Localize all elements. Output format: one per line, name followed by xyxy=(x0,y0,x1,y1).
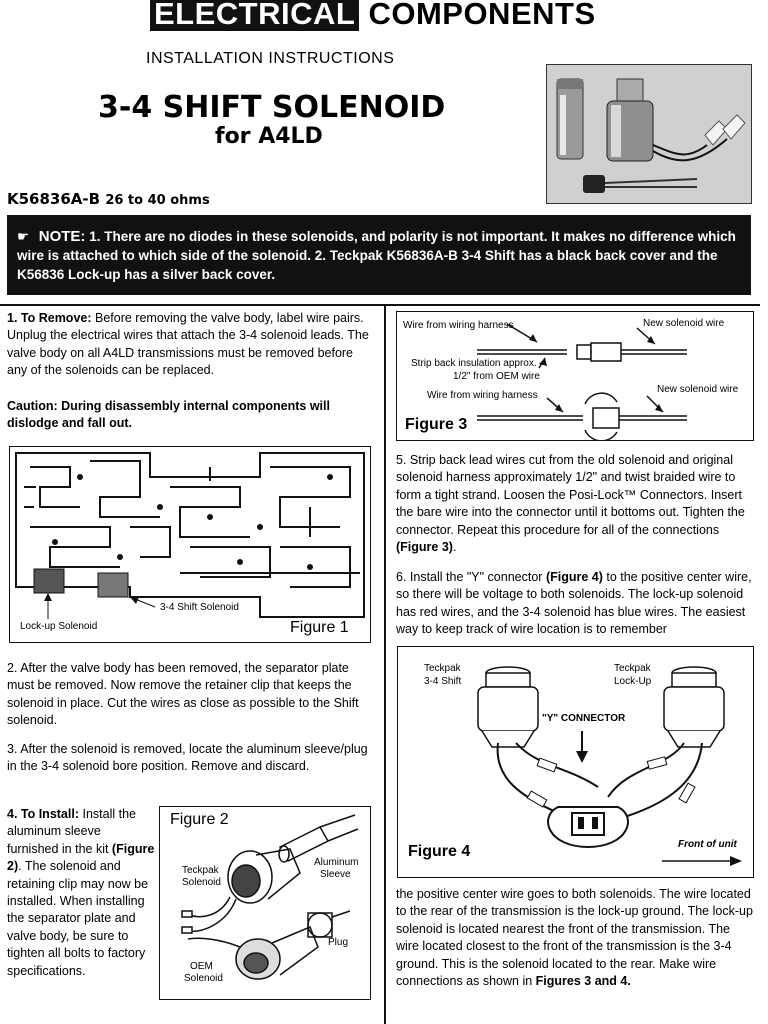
header-title-inverted: ELECTRICAL xyxy=(150,0,359,31)
figure-2-teckpak-solenoid: Solenoid xyxy=(182,877,221,888)
step-6 xyxy=(396,569,756,639)
step-1 xyxy=(7,310,369,380)
step-5-figure-ref: (Figure 3) xyxy=(396,540,453,555)
step-4-figure-ref: (Figure 2) xyxy=(7,841,155,874)
resistance-spec: 26 to 40 ohms xyxy=(105,193,210,208)
figure-4-right-lockup: Lock-Up xyxy=(614,676,652,687)
step-6-figure-ref: (Figure 4) xyxy=(545,570,603,584)
step-6-text-a: 6. Install the "Y" connector xyxy=(396,570,546,584)
figure-1 xyxy=(9,446,371,643)
product-name: 3-4 SHIFT SOLENOID xyxy=(98,90,446,125)
product-photo xyxy=(546,64,752,204)
figure-3-strip-1: Strip back insulation approx. xyxy=(411,358,537,369)
figure-4-left-teckpak: Teckpak xyxy=(424,663,461,674)
step-1-text: Before removing the valve body, label wire pairs. Unplug the electrical wires that attach the 3-4 solenoid leads. The valve body on all A4LD transmissions must be removed before any of the solenoids can be replaced. xyxy=(7,311,369,378)
figure-3-label: Figure 3 xyxy=(405,416,468,433)
step-5-text: 5. Strip back lead wires cut from the old solenoid and original solenoid harness approximately 1/2" and twist braided wire to form a tight strand. Loosen the Posi-Lock™ Connectors. Insert the bare wire into the connector until it bottoms out. Tighten the connector. Repeat this procedure for all of the connections xyxy=(396,453,745,537)
figure-1-lockup-label: Lock-up Solenoid xyxy=(20,621,98,632)
product-application: for A4LD xyxy=(215,124,323,149)
figure-2-oem-solenoid: Solenoid xyxy=(184,973,223,984)
step-6-text-b: to the positive center wire, so there will be voltage to both solenoids. The lock-up solenoid has red wires, and the 3-4 solenoid has blue wires. The easiest way to keep track of wire location is to remember xyxy=(396,570,752,637)
note-banner xyxy=(7,215,751,295)
figure-2-aluminum: Aluminum xyxy=(314,857,359,868)
figure-2-sleeve: Sleeve xyxy=(320,869,351,880)
figure-3 xyxy=(396,311,754,441)
figure-2-label: Figure 2 xyxy=(170,811,229,828)
step-6-figures-ref: Figures 3 and 4. xyxy=(535,974,631,989)
step-6-continued xyxy=(396,886,756,990)
header-title-rest: COMPONENTS xyxy=(359,0,596,31)
figure-4-label: Figure 4 xyxy=(408,843,471,860)
page-subtitle: INSTALLATION INSTRUCTIONS xyxy=(146,50,395,67)
step-5-end: . xyxy=(452,540,457,555)
figure-1-shift-label: 3-4 Shift Solenoid xyxy=(160,602,239,613)
step-4-text-b: . The solenoid and retaining clip may now be installed. When installing the separator plate and valve body, be sure to tighten all bolts to factory specifications. xyxy=(7,859,149,978)
step-6-text-c: the positive center wire goes to both solenoids. The wire located to the rear of the transmission is the lock-up ground. The lock-up solenoid is located nearest the front of the transmission. The wire located closest to the front of the transmission is the 3-4 ground. This is the solenoid located to the rear. Make wire connections as shown in xyxy=(396,887,753,989)
figure-4-left-shift: 3-4 Shift xyxy=(424,676,462,687)
pointing-hand-icon: ☛ xyxy=(17,229,30,244)
note-label: NOTE: xyxy=(38,228,86,245)
step-2: 2. After the valve body has been removed, the separator plate must be removed. Now remove the retainer clip that keeps the solenoid in place. Cut the wires as close as possible to the Shift solenoid. xyxy=(7,661,359,728)
part-number: K56836A-B xyxy=(7,190,101,208)
column-divider xyxy=(384,306,386,1024)
step-1-label: 1. To Remove: xyxy=(7,311,92,325)
section-divider xyxy=(0,304,760,306)
step-4-text-a: Install the aluminum sleeve furnished in the kit xyxy=(7,807,136,856)
figure-2-plug: Plug xyxy=(328,937,349,948)
figure-3-strip-2: 1/2" from OEM wire xyxy=(453,371,540,382)
page-header-title xyxy=(150,0,596,32)
caution-text: Caution: During disassembly internal components will dislodge and fall out. xyxy=(7,399,330,431)
step-5 xyxy=(396,452,756,556)
step-4 xyxy=(7,806,155,980)
figure-2-oem: OEM xyxy=(190,961,213,972)
figure-3-new-wire-1: New solenoid wire xyxy=(643,318,725,329)
figure-4-y-connector: "Y" CONNECTOR xyxy=(542,713,626,724)
figure-1-label: Figure 1 xyxy=(290,619,349,636)
figure-3-new-wire-2: New solenoid wire xyxy=(657,384,739,395)
note-text: 1. There are no diodes in these solenoids, and polarity is not important. It makes no difference which wire is attached to which side of the solenoid. 2. Teckpak K56836A-B 3-4 Shift has a black back cover and the K56836 Lock-up has a silver back cover. xyxy=(17,229,736,282)
figure-4-right-teckpak: Teckpak xyxy=(614,663,651,674)
figure-2-teckpak: Teckpak xyxy=(182,865,219,876)
figure-3-wire-harness-2: Wire from wiring harness xyxy=(427,390,538,401)
figure-4-front-of-unit: Front of unit xyxy=(678,839,737,850)
part-number-line xyxy=(7,190,210,208)
figure-3-wire-harness-1: Wire from wiring harness xyxy=(403,320,514,331)
step-4-label: 4. To Install: xyxy=(7,807,79,821)
figure-2 xyxy=(159,806,371,1000)
figure-4 xyxy=(397,646,754,878)
step-3: 3. After the solenoid is removed, locate the aluminum sleeve/plug in the 3-4 solenoid bore position. Remove and discard. xyxy=(7,742,368,774)
